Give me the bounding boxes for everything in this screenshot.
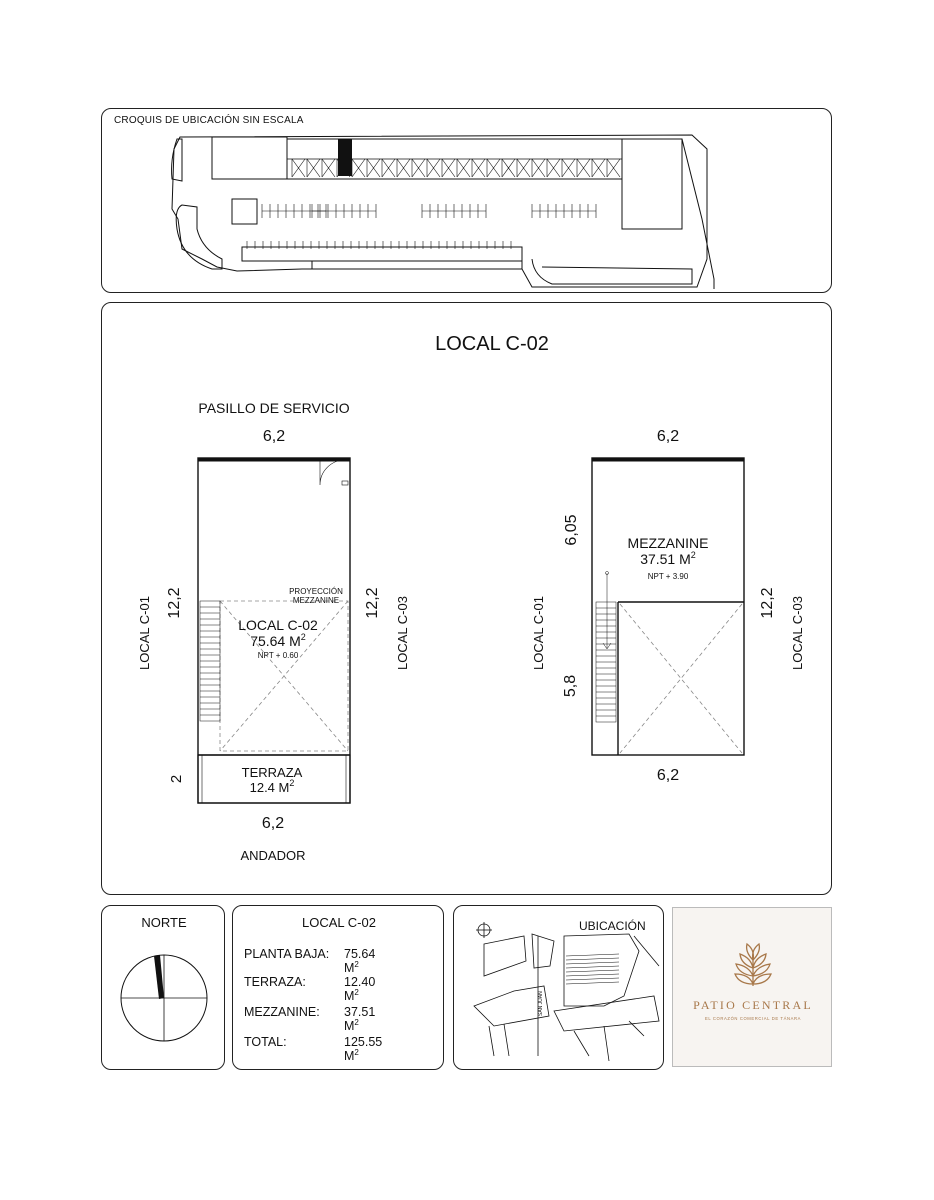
mezz-name: MEZZANINE: [627, 535, 709, 551]
mezzanine-outline: [592, 458, 744, 755]
mezz-area: 37.51 $M^2$: [640, 550, 696, 567]
brand-logo-panel: [672, 907, 832, 1067]
ground-height-right: 12,2: [364, 587, 381, 619]
ground-width-bottom: 6,2: [261, 815, 285, 832]
ground-room-name: LOCAL C-02: [238, 617, 318, 633]
brand-tagline: EL CORAZÓN COMERCIAL DE TÁNARA: [704, 1016, 802, 1021]
terrace-depth: 2: [168, 774, 185, 784]
street-label: SAN JUAN: [538, 991, 544, 1016]
summary-row: TOTAL: 125.55 $M^2$: [244, 1035, 383, 1063]
location-map: [454, 906, 665, 1071]
floor-plan-panel: [101, 302, 832, 895]
stairs-ground: [200, 601, 220, 721]
projection-label-1: PROYECCIÓN: [289, 587, 343, 596]
ground-room-area: 75.64 $M^2$: [250, 632, 306, 649]
brand-logo: [673, 908, 833, 1068]
mezz-height-lower: 5,8: [562, 674, 579, 698]
ground-height-left: 12,2: [166, 587, 183, 619]
terrace-name: TERRAZA: [241, 765, 303, 780]
plan-title: LOCAL C-02: [435, 333, 549, 355]
site-sketch-title: CROQUIS DE UBICACIÓN SIN ESCALA: [114, 115, 304, 126]
terrace-area: 12.4 $M^2$: [249, 778, 295, 795]
service-corridor-label: PASILLO DE SERVICIO: [198, 400, 350, 416]
ground-width-top: 6,2: [262, 428, 286, 445]
location-label: UBICACIÓN: [579, 919, 646, 933]
north-arrow-icon: [154, 955, 164, 999]
north-label: NORTE: [141, 915, 187, 930]
ground-room-level: NPT + 0.60: [257, 651, 299, 660]
brand-name: PATIO CENTRAL: [693, 998, 813, 1012]
area-summary-panel: [232, 905, 444, 1070]
mezz-right-neighbor: LOCAL C-03: [790, 596, 805, 670]
projection-label-2: MEZZANINE: [292, 596, 340, 605]
palm-leaf-icon: [735, 944, 771, 986]
summary-row: TERRAZA: 12.40 $M^2$: [244, 975, 376, 1003]
mezz-left-neighbor: LOCAL C-01: [531, 596, 546, 670]
summary-row: PLANTA BAJA: 75.64 $M^2$: [244, 947, 376, 975]
walkway-label: ANDADOR: [240, 848, 306, 863]
mezz-level: NPT + 3.90: [647, 572, 689, 581]
mezz-height-right: 12,2: [759, 587, 776, 619]
north-panel: [101, 905, 225, 1070]
mezz-width-bottom: 6,2: [656, 767, 680, 784]
ground-right-neighbor: LOCAL C-03: [395, 596, 410, 670]
mezzanine-void: [620, 604, 742, 753]
floor-plan-drawing: [102, 303, 833, 896]
stairs-mezzanine: [596, 572, 616, 723]
ground-left-neighbor: LOCAL C-01: [137, 596, 152, 670]
mezz-height-upper: 6,05: [563, 514, 580, 546]
mezz-width-top: 6,2: [656, 428, 680, 445]
summary-title: LOCAL C-02: [302, 915, 376, 930]
location-panel: [453, 905, 664, 1070]
summary-row: MEZZANINE: 37.51 $M^2$: [244, 1005, 376, 1033]
site-sketch-panel: [101, 108, 832, 293]
north-compass: [102, 906, 226, 1071]
site-sketch-drawing: [102, 109, 833, 294]
